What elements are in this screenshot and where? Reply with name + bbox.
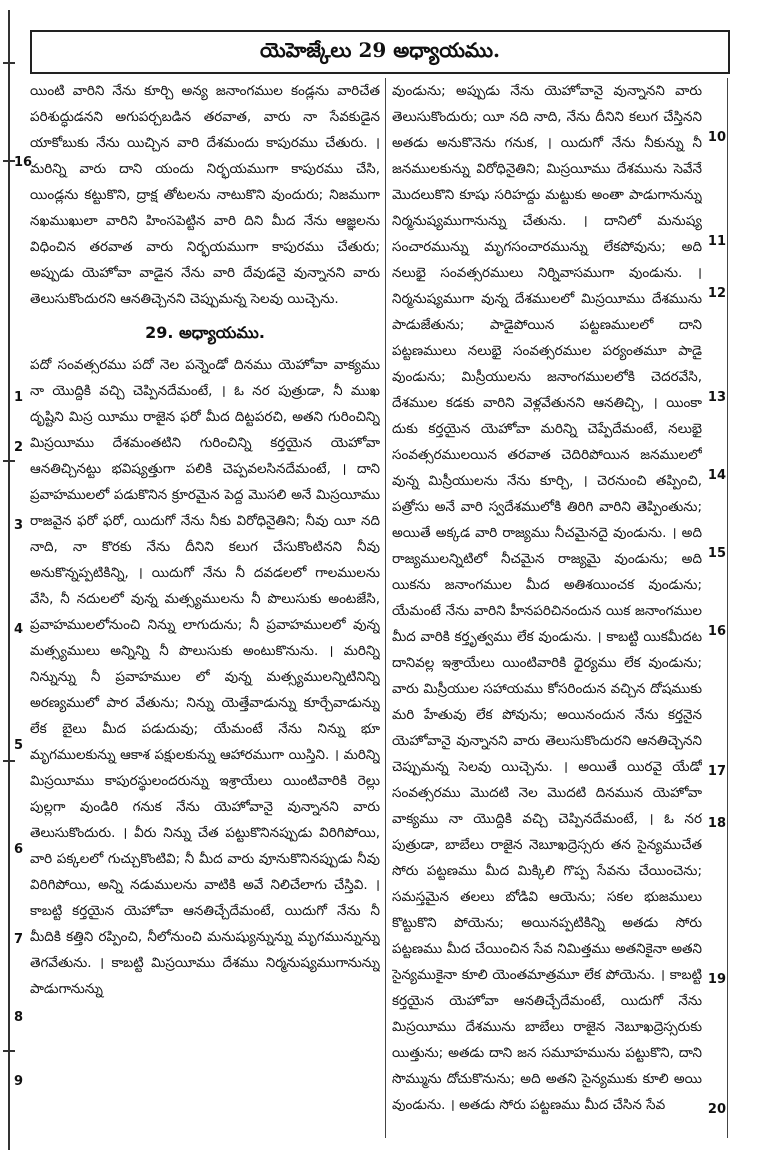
left-verse-number: 6 <box>14 842 24 857</box>
margin-tick <box>3 1050 15 1052</box>
right-verse-number: 10 <box>707 130 726 145</box>
left-verse-number: 4 <box>14 622 24 637</box>
right-verse-number: 17 <box>707 764 726 779</box>
margin-tick <box>3 62 15 64</box>
left-verse-number: 5 <box>14 738 24 753</box>
chapter-heading: 29. అధ్యాయము. <box>145 323 265 342</box>
right-verse-number: 11 <box>707 234 726 249</box>
left-paragraph-2: పదో సంవత్సరము పదో నెల పన్నెండో దినము యెహోవా వాక్యము నా యొద్దికి వచ్చి చెప్పినదేమంటే, । ఓ నర పుత్రుడా, నీ ముఖ దృష్టిని మిస్ర యీము రాజైన ఫరో మీద దిట్టపరచి, అతని గురించిన్ని మిస్రయీము దేశమంతటిని గురించిన్ని కర్తయైన యెహోవా ఆనతిచ్చినట్టు భవిష్యత్తుగా పలికి చెప్పవలసినదేమంటే, । దాని ప్రవాహములలో పడుకొనిన క్రూరమైన పెద్ద మొసలి అనే మిస్రయీము రాజవైన ఫరో ఫరో, యిదుగో నేను నీకు విరోధినైతిని; నీవు యీ నది నాది, నా కొరకు నేను దీనిని కలుగ చేసుకొంటినని నీవు అనుకొన్నప్పటికిన్ని, । యిదుగో నేను నీ దవడలలో గాలములను వేసి, నీ నదులలో వున్న మత్స్యములను నీ పొలుసుకు అంటజేసి, ప్రవాహములలోనుంచి నిన్ను లాగుదును; నీ ప్రవాహములలో వున్న మత్స్యములు అన్నిన్ని నీ పొలుసుకు అంటుకొనును. । మరిన్ని నిన్నున్ను నీ ప్రవాహముల లో వున్న మత్స్యములన్నిటినిన్ని అరణ్యములో పార వేతును; నిన్ను యెత్తేవాడున్ను కూర్చేవాడున్ను లేక బైలు మీద పడుదువు; యేమంటే నేను నిన్ను భూ మృగములకున్ను ఆకాశ పక్షులకున్ను ఆహారముగా యిస్తిని. । మరిన్ని మిస్రయీము కాపురస్థులందరున్ను ఇశ్రాయేలు యింటివారికి రెల్లు పుల్లగా వుండిరి గనుక నేను యెహోవానై వున్నానని వారు తెలుసుకొందురు. । వీరు నిన్ను చేత పట్టుకొనినప్పుడు విరిగిపోయి, వారి పక్కలలో గుచ్చుకొంటివి; నీ మీద వారు వూనుకొనినప్పుడు నీవు విరిగిపోయి, అన్ని నడుములను వాటికి అవే నిలిచేలాగు చేస్తివి. । కాబట్టి కర్తయైన యెహోవా ఆనతిచ్చేదేమంటే, యిదుగో నేను నీ మీదికి కత్తిని రప్పించి, నీలోనుంచి మనుష్యున్నున్ను మృగమున్నున్ను తెగవేతును. । కాబట్టి మిస్రయీము దేశము నిర్మనుష్యముగానున్ను పాడుగానున్ను <box>30 357 380 997</box>
left-verse-number: 3 <box>14 518 24 533</box>
right-verse-number: 12 <box>707 286 726 301</box>
left-verse-number: 2 <box>14 440 24 455</box>
right-verse-number: 13 <box>707 390 726 405</box>
right-verse-number: 14 <box>707 468 726 483</box>
left-paragraph-1: యింటి వారిని నేను కూర్చి అన్య జనాంగముల కండ్లను వారిచేత పరిశుద్ధుడనని అగుపర్చబడిన తరవాత, వారు నా సేవకుడైన యాకోబుకు నేను యిచ్చిన వారి దేశమందు కాపురము చేతురు. । మరిన్ని వారు దాని యందు నిర్భయముగా కాపురము చేసి, యిండ్లను కట్టుకొని, ద్రాక్ష తోటలను నాటుకొని వుందురు; నిజముగా నఖముఖులా వారిని హింసపెట్టిన వారి దిని మీద నేను ఆజ్ఞలను విధించిన తరవాత వారు నిర్భయముగా కాపురము చేతురు; అప్పుడు యెహోవా వాడైన నేను వారి దేవుడనై వున్నానని వారు తెలుసుకొందురని ఆనతిచ్చెనని చెప్పుమన్న సెలవు యిచ్చెను. <box>30 83 380 307</box>
margin-tick <box>3 460 15 462</box>
column-divider <box>385 78 386 1138</box>
right-verse-number: 20 <box>707 1102 726 1117</box>
right-paragraph-1: వుండును; అప్పుడు నేను యెహోవానై వున్నానని వారు తెలుసుకొందురు; యీ నది నాది, నేను దీనిని కలుగ చేస్తినని అతడు అనుకొనెను గనుక, । యిదుగో నేను నీకున్ను నీ జనములకున్ను విరోధినైతిని; మిస్రయీము దేశమును సెవేనే మొదలుకొని కూషు సరిహద్దు మట్టుకు అంతా పాడుగానున్ను నిర్మనుష్యముగానున్ను చేతును. । దానిలో మనుష్య సంచారమున్ను మృగసంచారమున్ను లేకపోవును; అది నలుభై సంవత్సరములు నిర్నివాసముగా వుండును. । నిర్మనుష్యముగా వున్న దేశములలో మిస్రయీము దేశమును పాడుజేతును; పాడైపోయిన పట్టణములలో దాని పట్టణములు నలుభై సంవత్సరముల పర్యంతమూ పాడై వుండును; మిస్రీయులను జనాంగములలోకి చెదరవేసి, దేశముల కడకు వారిని వెళ్లవేతునని ఆనతిచ్చి, । యింకా దుకు కర్తయైన యెహోవా మరిన్ని చెప్పేదేమంటే, నలుభై సంవత్సరములయిన తరవాత చెదిరిపోయిన జనములలో వున్న మిస్రీయులను నేను కూర్చి, । చెరనుంచి తప్పించి, పత్రోసు అనే వారి స్వదేశములోకి తిరిగి వారిని తెప్పింతును; అయితే అక్కడ వారి రాజ్యము నీచమైనదై వుండును. । అది రాజ్యములన్నిటిలో నీచమైన రాజ్యమై వుండును; అది యికను జనాంగముల మీద అతిశయించక వుండును; యేమంటే నేను వారిని హీనపరిచినందున యిక జనాంగముల మీద వారికి కర్తృత్వము లేక వుండును. । కాబట్టి యికమీదట దానివల్ల ఇశ్రాయేలు యింటివారికి ధైర్యము లేక వుండును; వారు మిస్రీయుల సహాయము కోసరిందున వచ్చిన దోషముకు మరి హేతువు లేక పోవును; అయినందున నేను కర్తనైన యెహోవానై వున్నానని వారు తెలుసుకొందురని ఆనతిచ్చెనని చెప్పుమన్న సెలవు యిచ్చెను. । అయితే యిరవై యేడో సంవత్సరము మొదటి నెల మొదటి దినమున యెహోవా వాక్యము నా యొద్దికి వచ్చి చెప్పినదేమంటే, । ఓ నర పుత్రుడా, బాబేలు రాజైన నెబూఖద్రెస్సరు తన సైన్యముచేత సోరు పట్టణము మీద మిక్కిలి గొప్ప సేవను చేయించెను; సమస్తమైన తలలు బోడివి ఆయెను; సకల భుజములు కొట్టుకొని పోయెను; అయినప్పటికిన్ని అతడు సోరు పట్టణము మీద చేయించిన సేవ నిమిత్తము అతనికైనా అతని సైన్యముకైనా కూలి యెంతమాత్రమూ లేక పోయెను. । కాబట్టి కర్తయైన యెహోవా ఆనతిచ్చేదేమంటే, యిదుగో నేను మిస్రయీము దేశమును బాబేలు రాజైన నెబూఖద్రెస్సరుకు యిత్తును; అతడు దాని జన సమూహమును పట్టుకొని, దాని సొమ్మును దోచుకొనును; అది అతని సైన్యముకు కూలి అయి వుండును. । అతడు సోరు పట్టణము మీద చేసిన సేవ <box>392 83 702 1113</box>
right-column <box>392 78 702 1138</box>
margin-tick <box>3 760 15 762</box>
right-verse-numbers <box>704 78 726 1138</box>
left-column <box>30 78 380 1138</box>
right-verse-number: 16 <box>707 624 726 639</box>
right-column-rule <box>727 78 728 1138</box>
page-title: యెహెజ్కేలు 29 అధ్యాయము. <box>260 37 500 62</box>
left-verse-number: 7 <box>14 932 24 947</box>
right-verse-number: 15 <box>707 546 726 561</box>
left-verse-number: 1 <box>14 390 24 405</box>
left-verse-number: 9 <box>14 1074 24 1089</box>
right-verse-number: 18 <box>707 816 726 831</box>
page-header <box>30 30 730 74</box>
left-verse-number: 8 <box>14 1010 24 1025</box>
left-verse-number: 16 <box>14 155 33 170</box>
left-margin-rule <box>8 10 10 1150</box>
right-verse-number: 19 <box>707 972 726 987</box>
